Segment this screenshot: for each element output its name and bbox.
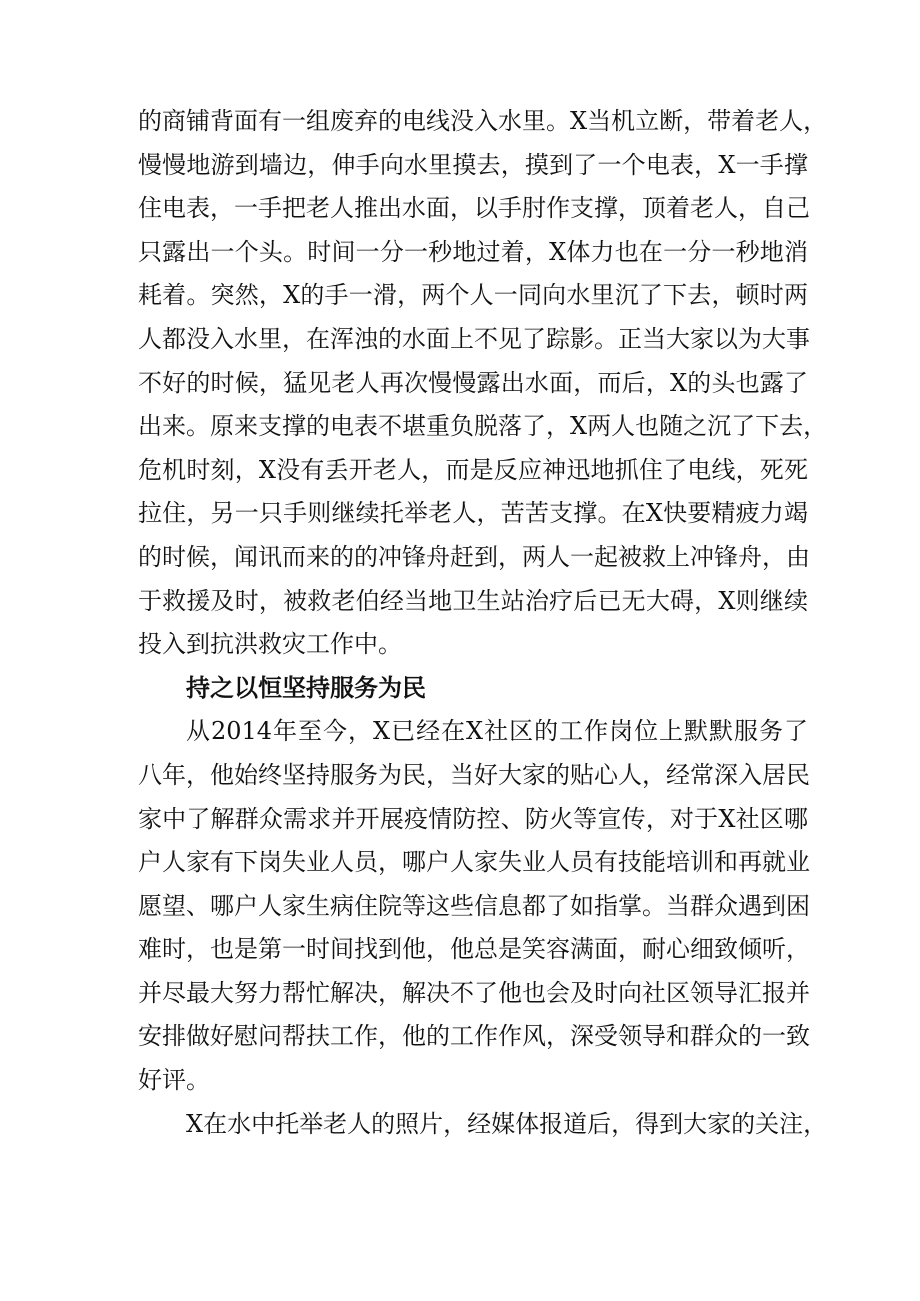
text-line: 难时，也是第一时间找到他，他总是笑容满面，耐心细致倾听， (138, 935, 810, 964)
text-line: 耗着。突然，X的手一滑，两个人一同向水里沉了下去，顿时两 (138, 281, 808, 310)
text-line: 人都没入水里，在浑浊的水面上不见了踪影。正当大家以为大事 (138, 324, 810, 353)
text-line: 出来。原来支撑的电表不堪重负脱落了，X两人也随之沉了下去， (138, 412, 828, 441)
text-line: 八年，他始终坚持服务为民，当好大家的贴心人，经常深入居民 (138, 760, 810, 789)
text-line: 只露出一个头。时间一分一秒地过着，X体力也在一分一秒地消 (138, 237, 808, 266)
text-line: 安排做好慰问帮扶工作，他的工作作风，深受领导和群众的一致 (138, 1022, 810, 1051)
text-line: 不好的时候，猛见老人再次慢慢露出水面，而后，X的头也露了 (138, 368, 808, 397)
text-line: 的商铺背面有一组废弃的电线没入水里。X当机立断，带着老人， (138, 107, 828, 135)
paragraph-service (138, 710, 808, 1102)
text-line: 投入到抗洪救灾工作中。 (138, 630, 402, 659)
paragraph-rescue-story (138, 100, 828, 667)
text-line: 拉住，另一只手则继续托举老人，苦苦支撑。在X快要精疲力竭 (138, 499, 808, 528)
text-line: 住电表，一手把老人推出水面，以手肘作支撑，顶着老人，自己 (138, 194, 810, 223)
document-body (138, 100, 828, 1146)
text-line: 好评。 (138, 1066, 210, 1095)
section-heading: 持之以恒坚持服务为民 (186, 673, 426, 702)
text-line: 危机时刻，X没有丢开老人，而是反应神迅地抓住了电线，死死 (138, 455, 808, 484)
text-line: 户人家有下岗失业人员，哪户人家失业人员有技能培训和再就业 (138, 848, 810, 877)
text-line: 的时候，闻讯而来的的冲锋舟赶到，两人一起被救上冲锋舟，由 (138, 542, 810, 571)
text-line: 从2014年至今，X已经在X社区的工作岗位上默默服务了 (186, 717, 808, 746)
paragraph-media (138, 1103, 828, 1147)
text-line: 慢慢地游到墙边，伸手向水里摸去，摸到了一个电表，X一手撑 (138, 150, 808, 179)
text-line: 愿望、哪户人家生病住院等这些信息都了如指掌。当群众遇到困 (138, 891, 810, 920)
text-line: 并尽最大努力帮忙解决，解决不了他也会及时向社区领导汇报并 (138, 978, 810, 1007)
text-line: 家中了解群众需求并开展疫情防控、防火等宣传，对于X社区哪 (138, 804, 808, 833)
text-line: X在水中托举老人的照片，经媒体报道后，得到大家的关注， (186, 1109, 828, 1138)
text-line: 于救援及时，被救老伯经当地卫生站治疗后已无大碍，X则继续 (138, 586, 808, 615)
